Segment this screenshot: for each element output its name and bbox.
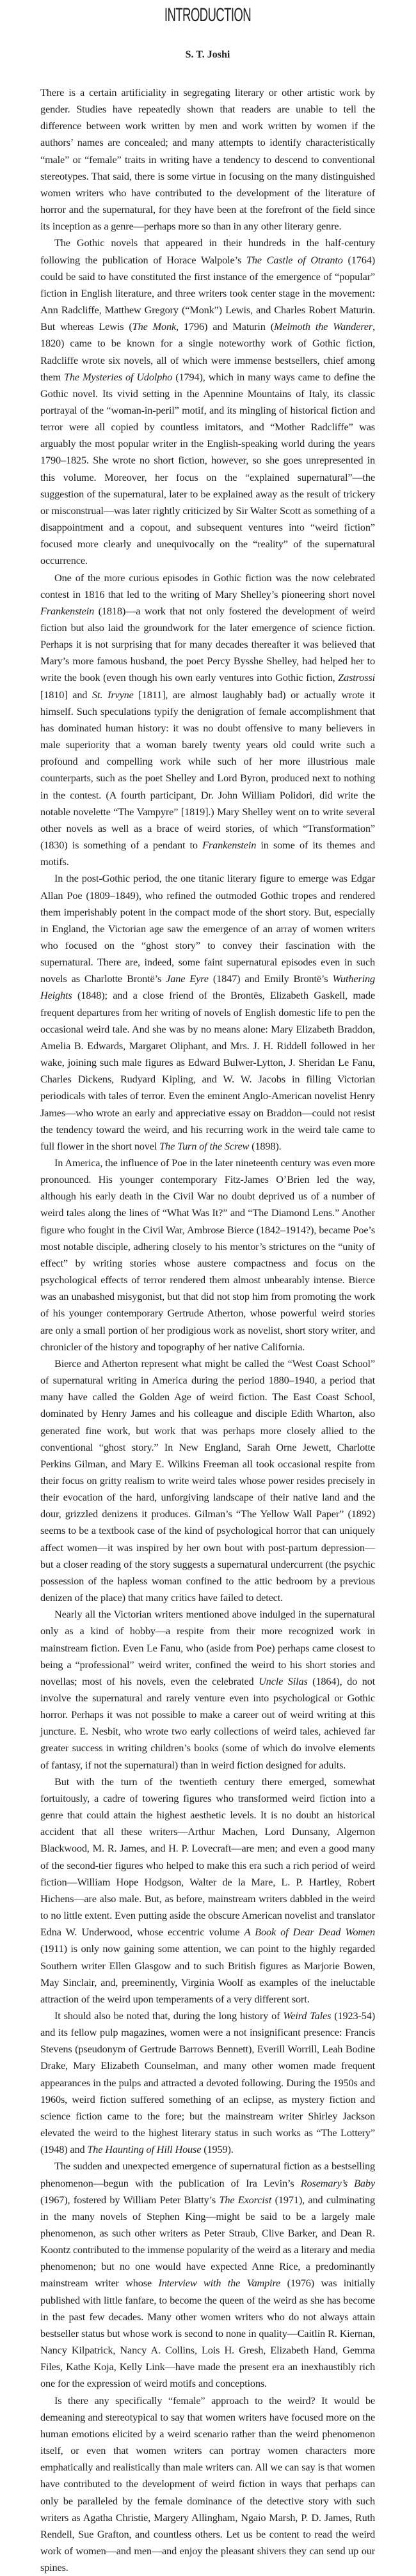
text-run: (1818)—a work that not only fostered the development of weird fiction but also laid the groundwork for the later emergence of science fiction. Perhaps it is not surprising that for many decades thereafter it was believed that Mary’s more famous husband, the poet Percy Bysshe Shelley, had helped her to write the book (even though his own early ventures into Gothic fiction, [40, 604, 375, 684]
text-run: (1923-54) and its fellow pulp magazines, women were a not insignificant presence: Francis Stevens (pseudonym of Gertrude Barrows Bennett), Everill Worrill, Leah Bodine Drake, Mary Elizabeth Counselman, and many other women made frequent appearances in the pulps and attracted a devoted following. During the 1950s and 1960s, weird fiction suffered something of an eclipse, as mystery fiction and science fiction came to the fore; but the mainstream writer Shirley Jackson elevated the weird to the highest literary status in such works as “The Lottery” (1948) and [40, 2009, 375, 2156]
text-run: (1847) and Emily Brontë’s [208, 972, 333, 985]
text-run: It should also be noted that, during the long history of [54, 2009, 284, 2022]
text-run: [1811], are almost laughably bad) or actually wrote it himself. Such speculations typify the denigration of female accomplishment that has dominated human history: it was no doubt offensive to many believers in male superiority that a woman barely twenty years old could write such a profound and compelling work while such of her more illustrious male counterparts, such as the poet Shelley and Lord Byron, produced next to nothing in the contest. (A fourth participant, Dr. John William Polidori, did write the notable novelette “The Vampyre” [1819].) Mary Shelley went on to write several other novels as well as a brace of weird stories, of which “Transformation” (1830) is something of a pendant to [40, 688, 375, 852]
paragraph [40, 235, 375, 569]
italic-title: Frankenstein [40, 604, 95, 617]
italic-title: Rosemary’s Baby [300, 2176, 375, 2189]
text-run: Is there any specifically “female” approach to the weird? It would be demeaning and stereotypical to say that women writers have focused more on the human emotions elicited by a weird scenario rather than the weird phenomenon itself, or even that women writers can portray women characters more emphatically and realistically than male writers can. All we can say is that women have contributed to the development of weird fiction in ways that perhaps can only be paralleled by the female dominance of the detective story with such writers as Agatha Christie, Margery Allingham, Ngaio Marsh, P. D. James, Ruth Rendell, Sue Grafton, and countless others. Let us be content to read the weird work of women—and men—and enjoy the pleasant shivers they can send up our spines. [40, 2394, 375, 2574]
text-run: (1976) was initially published with little fanfare, to become the queen of the weird as she has become in the past few decades. Many other women writers who do not always attain bestseller status but whose work is second to none in quality—Caitlín R. Kiernan, Nancy Kilpatrick, Nancy A. Collins, Lois H. Gresh, Elizabeth Hand, Gemma Files, Kathe Koja, Kelly Link—have made the present era an inexhaustibly rich one for the expression of weird motifs and conceptions. [40, 2277, 375, 2390]
text-run: In the post-Gothic period, the one titanic literary figure to emerge was Edgar Allan Poe (1809–1849), who refined the outmoded Gothic tropes and rendered them imperishably potent in the compact mode of the short story. But, especially in England, the Victorian age saw the emergence of an array of women writers who focused on the “ghost story” to convey their fascination with the supernatural. There are, indeed, some faint supernatural episodes even in such novels as Charlotte Brontë’s [40, 872, 375, 985]
paragraph [40, 870, 375, 1155]
text-run: The Gothic novels that appeared in their hundreds in the half-century following the publication of Horace Walpole’s [40, 237, 375, 266]
italic-title: Interview with the Vampire [158, 2277, 281, 2290]
paragraph [40, 2158, 375, 2392]
text-run: (1898). [249, 1139, 282, 1152]
italic-title: The Haunting of Hill House [87, 2143, 202, 2156]
paragraph [40, 84, 375, 235]
text-run: Bierce and Atherton represent what might be called the “West Coast School” of supernatural writing in America during the period 1880–1940, a period that many have called the Golden Age of weird fiction. The East Coast School, dominated by Henry James and his colleague and disciple Edith Wharton, also generated fine work, but work that was perhaps more closely allied to the conventional “ghost story.” In New England, Sarah Orne Jewett, Charlotte Perkins Gilman, and Mary E. Wilkins Freeman all took occasional respite from their focus on gritty realism to write weird tales whose power resides precisely in their evocation of the hard, unforgiving landscape of their native land and the dour, grizzled denizens it produces. Gilman’s “The Yellow Wall Paper” (1892) seems to be a textbook case of the kind of psychological horror that can uniquely affect women—it was inspired by her own bout with post-partum depression—but a closer reading of the story suggests a supernatural undercurrent (the psychic possession of the hapless woman confined to the attic bedroom by a previous denizen of the place) that many critics have failed to detect. [40, 1357, 375, 1604]
italic-title: Weird Tales [283, 2009, 332, 2022]
italic-title: The Castle of Otranto [246, 253, 343, 266]
text-run: There is a certain artificiality in segregating literary or other artistic work by gender. Studies have repeatedly shown that readers are unable to tell the difference between work written by men and work written by women if the authors’ names are concealed; and many attempts to identify characteristically “male” or “female” traits in writing have a tendency to descend to conventional stereotypes. That said, there is some virtue in focusing on the many distinguished women writers who have contributed to the development of the literature of horror and the supernatural, for they have been at the forefront of the field since its inception as a genre—perhaps more so than in any other literary genre. [40, 86, 375, 233]
paragraph [40, 2393, 375, 2576]
text-run: [1810] and [40, 688, 93, 701]
text-run: But with the turn of the twentieth century there emerged, somewhat fortuitously, a cadre of towering figures who transformed weird fiction into a genre that could attain the highest aesthetic levels. It is no doubt an historical accident that all these writers—Arthur Machen, Lord Dunsany, Algernon Blackwood, M. R. James, and H. P. Lovecraft—are men; and even a good many of the second-tier figures who helped to make this era such a rich period of weird fiction—William Hope Hodgson, Walter de la Mare, L. P. Hartley, Robert Hichens—are also male. But, as before, mainstream writers dabbled in the weird to no little extent. Even putting aside the obscure American novelist and translator Edna W. Underwood, whose eccentric volume [40, 1775, 375, 1939]
italic-title: The Monk [132, 320, 177, 333]
italic-title: Uncle Silas [259, 1674, 308, 1687]
document-page [40, 0, 375, 2576]
italic-title: Zastrossi [338, 671, 375, 684]
text-run: (1911) is only now gaining some attention, we can point to the highly regarded Southern writer Ellen Glasgow and to such British figures as Marjorie Bowen, May Sinclair, and, preeminently, Virginia Woolf as examples of the ineluctable attraction of the weird upon temperaments of a very different sort. [40, 1942, 375, 2005]
chapter-title: INTRODUCTION [164, 4, 252, 26]
text-run: (1848); and a close friend of the Brontës, Elizabeth Gaskell, made frequent departures from her writing of novels of English domestic life to pen the occasional weird tale. And she was by no means alone: Mary Elizabeth Braddon, Amelia B. Edwards, Margaret Oliphant, and Mrs. J. H. Riddell followed in her wake, joining such male figures as Edward Bulwer-Lytton, J. Sheridan Le Fanu, Charles Dickens, Rudyard Kipling, and W. W. Jacobs in filling Victorian periodicals with tales of terror. Even the eminent Anglo-American novelist Henry James—who wrote an early and appreciative essay on Braddon—could not resist the tendency toward the weird, and his recurring work in the weird tale came to full flower in the short novel [40, 989, 375, 1152]
text-run: in some of its themes and motifs. [40, 839, 376, 868]
paragraph [40, 2008, 375, 2158]
text-run: (1764) could be said to have constituted the first instance of the emergence of “popular” fiction in English literature, and three writers took center stage in the movement: Ann Radcliffe, Matthew Gregory (“Monk”) Lewis, and Charles Robert Maturin. But whereas Lewis ( [40, 253, 375, 333]
body-text [40, 84, 375, 2576]
italic-title: The Exorcist [219, 2193, 272, 2206]
italic-title: A Book of Dear Dead Women [244, 1926, 375, 1939]
paragraph [40, 1774, 375, 2008]
text-run: The sudden and unexpected emergence of supernatural fiction as a bestselling phenomenon—begun with the publication of Ira Levin’s [40, 2160, 375, 2189]
text-run: (1794), which in many ways came to define the Gothic novel. Its vivid setting in the Apennine Mountains of Italy, its classic portrayal of the “woman-in-peril” motif, and its mingling of historical fiction and terror were all copied by countless imitators, and “Mother Radcliffe” was arguably the most popular writer in the English-speaking world during the years 1790–1825. She wrote no short fiction, however, so she goes unrepresented in this volume. Moreover, her focus on the “explained supernatural”—the suggestion of the supernatural, later to be explained away as the result of trickery or misconstrual—was later rightly criticized by Sir Walter Scott as something of a disappointment and a copout, and subsequent ventures into “weird fiction” focused more clearly and unequivocally on the “reality” of the supernatural occurrence. [40, 370, 376, 567]
text-run: (1967), fostered by William Peter Blatty’s [40, 2193, 220, 2206]
italic-title: Frankenstein [202, 839, 257, 852]
text-run: (1864), do not involve the supernatural and rarely venture even into psychological or Gothic horror. Perhaps it was not possible to make a career out of weird writing at this juncture. E. Nesbit, who wrote two early collections of weird tales, achieved far greater success in writing children’s books (some of which do involve elements of fantasy, if not the supernatural) than in weird fiction designed for adults. [40, 1674, 376, 1771]
paragraph [40, 1355, 375, 1606]
italic-title: St. Irvyne [92, 688, 134, 701]
text-run: , 1820) came to be known for a single noteworthy work of Gothic fiction, Radcliffe wrote six novels, all of which were immense bestsellers, chief among them [40, 320, 375, 383]
author-byline: S. T. Joshi [185, 49, 230, 60]
italic-title: The Turn of the Screw [159, 1139, 250, 1152]
text-run: In America, the influence of Poe in the later nineteenth century was even more pronounced. His younger contemporary Fitz-James O’Brien led the way, although his early death in the Civil War no doubt deprived us of a number of weird tales along the lines of “What Was It?” and “The Diamond Lens.” Another figure who fought in the Civil War, Ambrose Bierce (1842–1914?), became Poe’s most notable disciple, adhering closely to his mentor’s strictures on the “unity of effect” by writing stories whose austere compactness and focus on the psychological effects of terror rendered them almost unbearably intense. Bierce was an unabashed misygonist, but that did not stop him from promoting the work of his younger contemporary Gertrude Atherton, whose powerful weird stories are only a small portion of her prodigious work as novelist, short story writer, and chronicler of the history and topography of her native California. [40, 1157, 375, 1353]
paragraph [40, 1155, 375, 1355]
text-run: (1971), and culminating in the many novels of Stephen King—might be said to be a largely male phenomenon, as such other writers as Peter Straub, Clive Barker, and Dean R. Koontz contributed to the immense popularity of the weird as a literary and media phenomenon; but no one would have expected Anne Rice, a predominantly mainstream writer whose [40, 2193, 375, 2290]
italic-title: The Mysteries of Udolpho [63, 370, 173, 383]
italic-title: Wuthering Heights [40, 972, 375, 1002]
paragraph [40, 570, 375, 871]
text-run: One of the more curious episodes in Gothic fiction was the now celebrated contest in 1816 that led to the writing of Mary Shelley’s pioneering short novel [40, 571, 375, 600]
text-run: (1959). [201, 2143, 234, 2156]
text-run: , 1796) and Maturin ( [176, 320, 274, 333]
italic-title: Melmoth the Wanderer [274, 320, 373, 333]
text-run: Nearly all the Victorian writers mentioned above indulged in the supernatural only as a kind of hobby—a respite from their more recognized work in mainstream fiction. Even Le Fanu, who (aside from Poe) perhaps came closest to being a “professional” weird writer, confined the weird to his short stories and novellas; most of his novels, even the celebrated [40, 1608, 375, 1687]
paragraph [40, 1606, 375, 1774]
italic-title: Jane Eyre [166, 972, 209, 985]
